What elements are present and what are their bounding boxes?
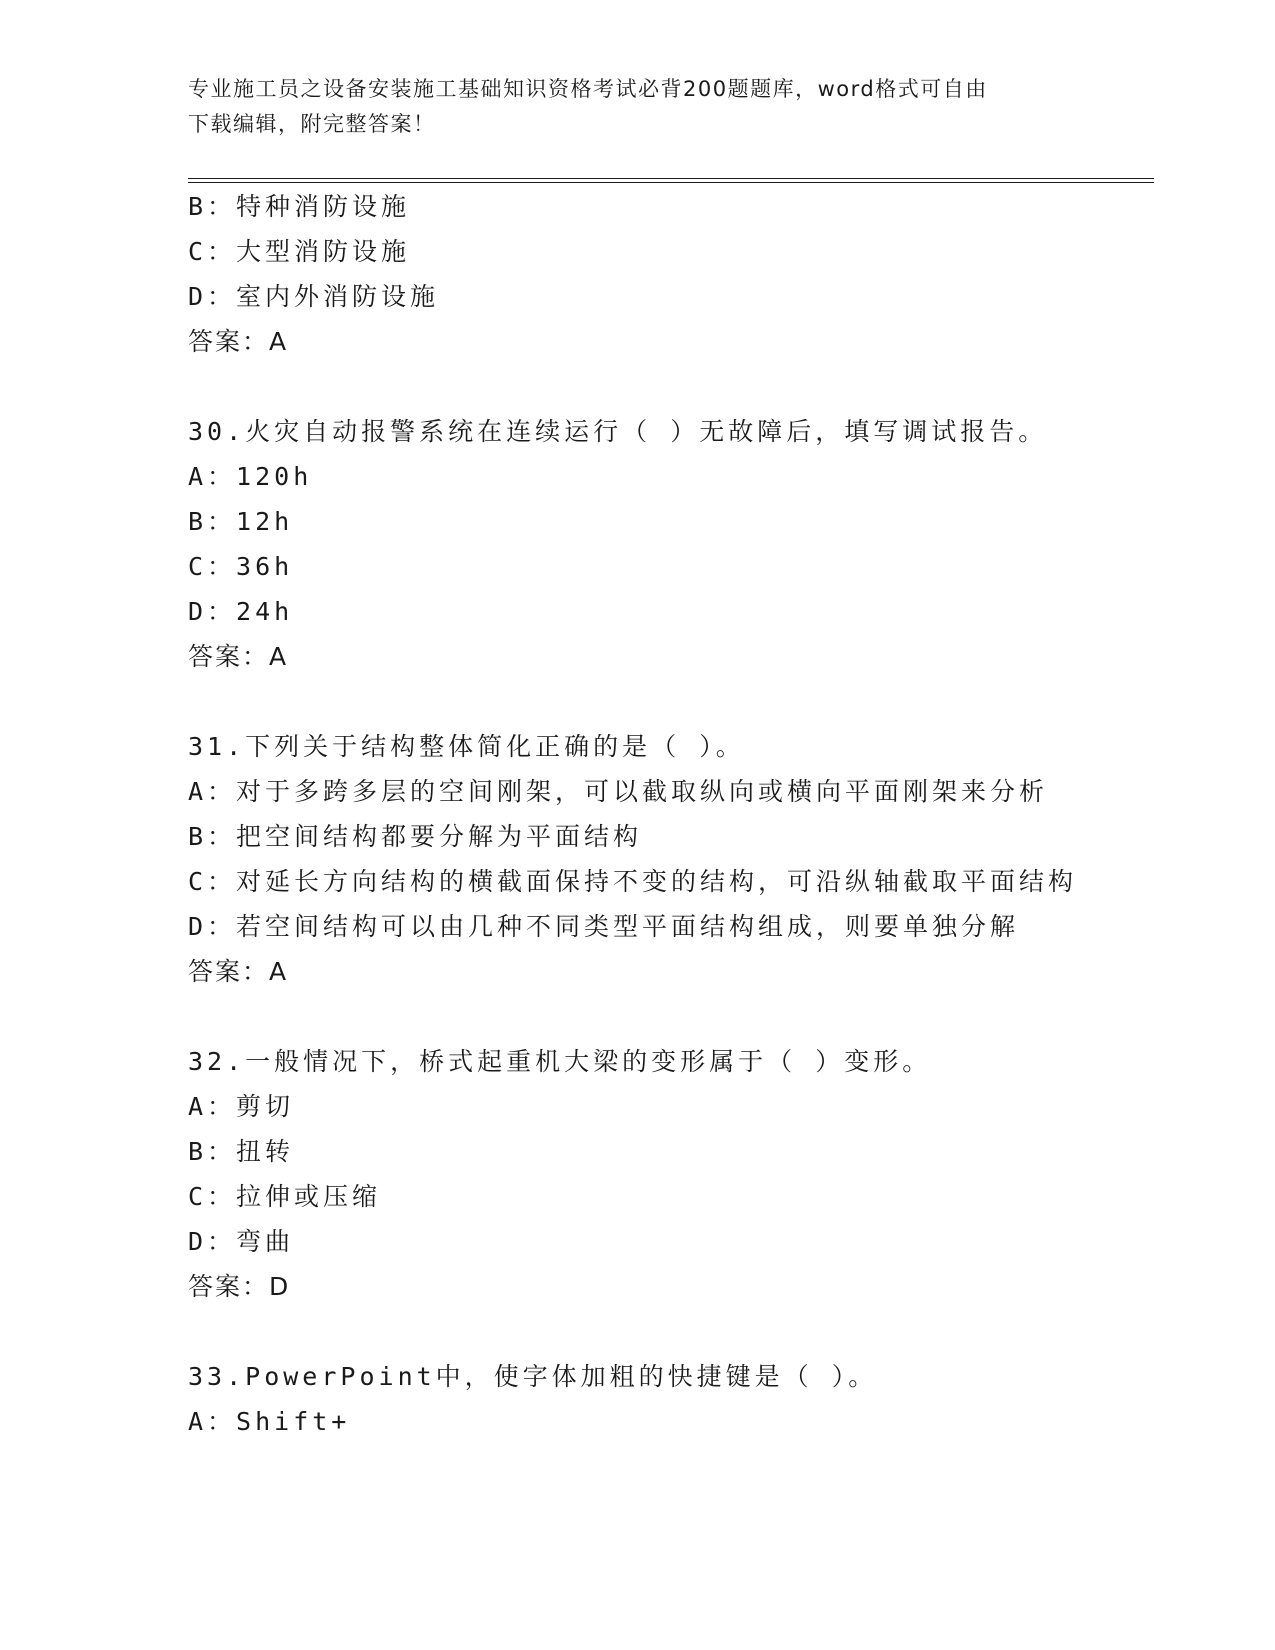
option-b: B：扭转 [188,1137,295,1166]
answer: 答案：D [188,1272,291,1301]
question-32: 32.一般情况下，桥式起重机大梁的变形属于（ ）变形。 [188,1047,932,1076]
answer: 答案：A [188,957,289,986]
option-d: D：室内外消防设施 [188,282,440,311]
header-line-1: 专业施工员之设备安装施工基础知识资格考试必背200题题库，word格式可自由 [188,77,988,101]
answer: 答案：A [188,642,289,671]
option-a: A：Shift+ [188,1407,351,1436]
question-30: 30.火灾自动报警系统在连续运行（ ）无故障后，填写调试报告。 [188,417,1048,446]
option-d: D：弯曲 [188,1227,295,1256]
option-c: C：拉伸或压缩 [188,1182,382,1211]
option-c: C：36h [188,552,294,581]
option-d: D：24h [188,597,294,626]
header-line-2: 下载编辑，附完整答案！ [188,112,436,136]
question-33: 33.PowerPoint中，使字体加粗的快捷键是（ ）。 [188,1362,878,1391]
option-b: B：特种消防设施 [188,192,411,221]
question-31: 31.下列关于结构整体简化正确的是（ ）。 [188,732,745,761]
option-c: C：对延长方向结构的横截面保持不变的结构，可沿纵轴截取平面结构 [188,867,1078,896]
option-a: A：对于多跨多层的空间刚架，可以截取纵向或横向平面刚架来分析 [188,777,1049,806]
answer: 答案：A [188,327,289,356]
option-a: A：120h [188,462,313,491]
option-d: D：若空间结构可以由几种不同类型平面结构组成，则要单独分解 [188,912,1020,941]
header-rule-bottom [188,182,1154,183]
option-b: B：12h [188,507,294,536]
header-rule-top [188,178,1154,179]
page-header [188,72,1068,142]
option-c: C：大型消防设施 [188,237,411,266]
option-b: B：把空间结构都要分解为平面结构 [188,822,643,851]
option-a: A：剪切 [188,1092,295,1121]
